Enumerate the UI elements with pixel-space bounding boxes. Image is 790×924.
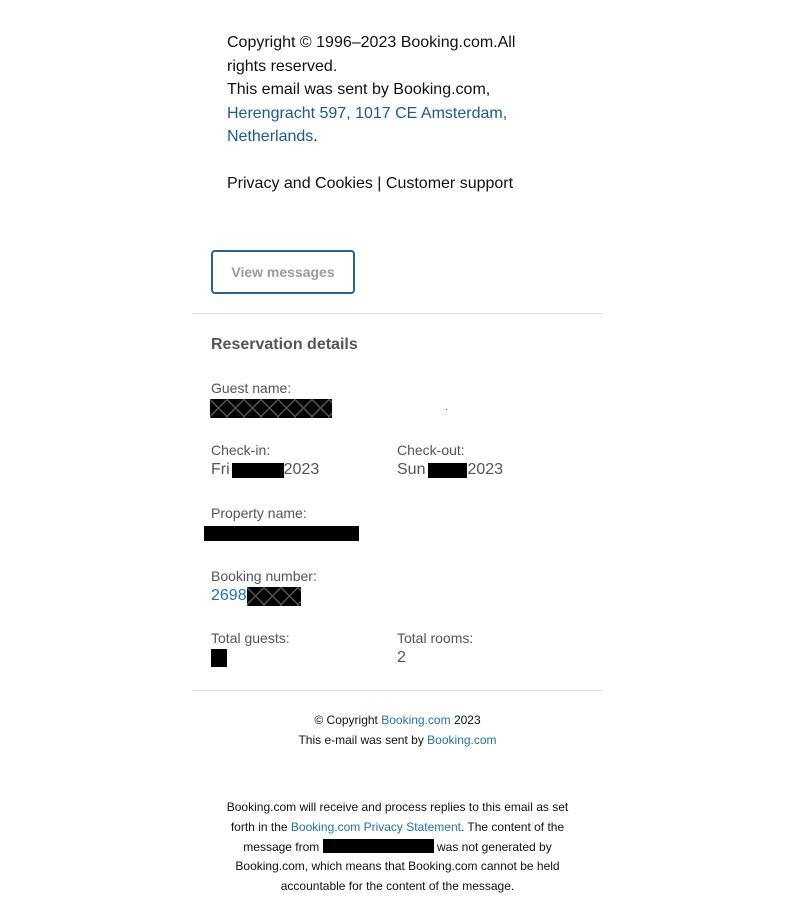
total-guests-field xyxy=(211,629,290,667)
disclaimer-text xyxy=(192,798,603,897)
disclaimer-part1: Booking.com will receive and process replies to this email as set forth in the xyxy=(226,800,569,834)
privacy-statement-link[interactable]: Booking.com Privacy Statement xyxy=(290,819,461,834)
property-name-redacted xyxy=(204,526,359,541)
divider xyxy=(192,313,603,314)
total-rooms-label: Total rooms: xyxy=(397,630,474,646)
guest-name-redacted xyxy=(210,399,332,418)
booking-number-label: Booking number: xyxy=(211,568,317,584)
sent-by-prefix: This e-mail was sent by xyxy=(298,733,428,747)
check-out-day: Sun xyxy=(397,461,426,478)
booking-number-link[interactable]: 2698 xyxy=(211,587,247,604)
property-name-field xyxy=(211,504,359,541)
check-in-date-redacted xyxy=(232,463,284,478)
booking-number-redacted xyxy=(247,587,301,606)
total-rooms-value: 2 xyxy=(397,649,406,666)
guest-name-field xyxy=(211,379,448,419)
sent-by-text: This email was sent by Booking.com, xyxy=(227,81,491,98)
address-link[interactable]: Herengracht 597, 1017 CE Amsterdam, Netherlands xyxy=(227,104,508,145)
privacy-cookies-link[interactable]: Privacy and Cookies xyxy=(227,174,373,192)
email-footer-top xyxy=(227,31,537,195)
check-in-field xyxy=(211,441,319,481)
view-messages-button[interactable]: View messages xyxy=(211,250,355,294)
footer-links xyxy=(227,172,537,196)
check-in-year: 2023 xyxy=(283,461,320,478)
total-guests-redacted xyxy=(211,649,227,667)
check-out-date-redacted xyxy=(428,463,467,478)
check-out-year: 2023 xyxy=(467,461,504,478)
copyright-footer xyxy=(192,710,603,750)
copyright-prefix: © Copyright xyxy=(314,713,382,727)
total-guests-label: Total guests: xyxy=(211,630,290,646)
booking-link[interactable]: Booking.com xyxy=(381,713,451,727)
stray-dot: . xyxy=(445,402,448,413)
copyright-year: 2023 xyxy=(450,713,481,727)
guest-name-label: Guest name: xyxy=(211,380,292,396)
booking-number-field xyxy=(211,567,317,607)
total-rooms-field xyxy=(397,629,473,669)
check-in-day: Fri xyxy=(211,461,230,478)
reservation-details-title: Reservation details xyxy=(211,336,358,353)
sender-name-redacted xyxy=(323,839,434,853)
check-in-label: Check-in: xyxy=(211,442,271,458)
check-out-label: Check-out: xyxy=(397,442,465,458)
check-out-field xyxy=(397,441,503,481)
customer-support-link[interactable]: Customer support xyxy=(385,174,514,192)
divider xyxy=(192,690,603,691)
booking-link[interactable]: Booking.com xyxy=(427,733,497,747)
address-suffix: . xyxy=(313,128,318,145)
disclaimer-part3: was not generated by Booking.com, which means that Booking.com cannot be held accountable for the content of the message. xyxy=(235,839,560,894)
link-separator: | xyxy=(372,174,386,192)
property-name-label: Property name: xyxy=(211,505,307,521)
disclaimer-part2: . The content of the message from xyxy=(243,819,565,854)
copyright-text: Copyright © 1996–2023 Booking.com.All rights reserved. xyxy=(227,34,516,75)
